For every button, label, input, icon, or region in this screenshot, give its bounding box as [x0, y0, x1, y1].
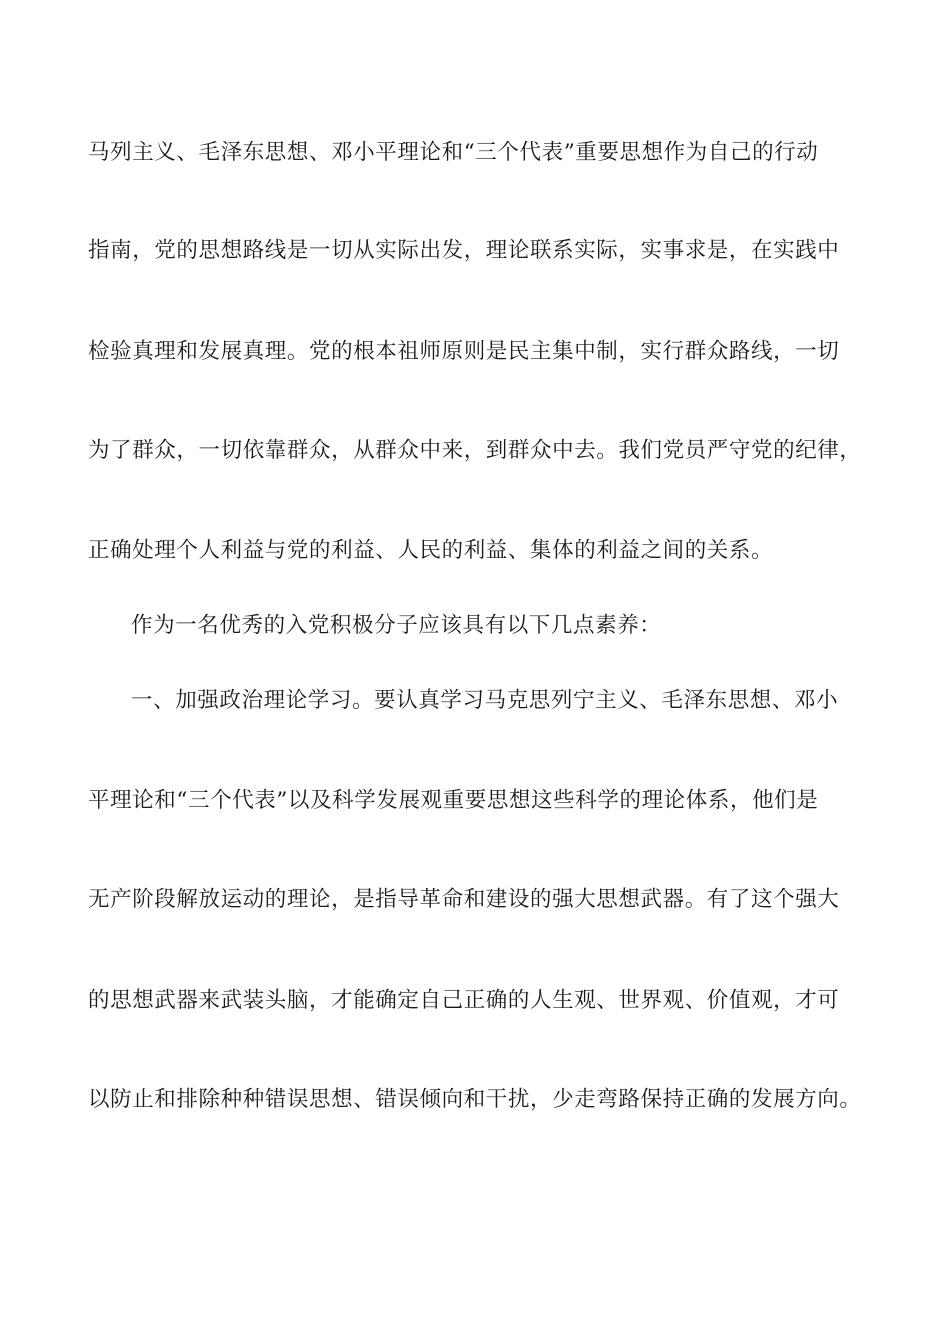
- text-line: 指南，党的思想路线是一切从实际出发，理论联系实际，实事求是，在实践中: [88, 238, 840, 263]
- text-line: 马列主义、毛泽东思想、邓小平理论和“三个代表”重要思想作为自己的行动: [88, 140, 819, 165]
- text-line: 检验真理和发展真理。党的根本祖师原则是民主集中制，实行群众路线，一切: [88, 339, 840, 364]
- text-line: 正确处理个人利益与党的利益、人民的利益、集体的利益之间的关系。: [88, 538, 774, 563]
- text-line: 为了群众，一切依靠群众，从群众中来，到群众中去。我们党员严守党的纪律，: [88, 438, 862, 463]
- text-line: 以防止和排除种种错误思想、错误倾向和干扰，少走弯路保持正确的发展方向。: [88, 1087, 862, 1112]
- text-line: 平理论和“三个代表”以及科学发展观重要思想这些科学的理论体系，他们是: [88, 788, 819, 813]
- text-line: 一、加强政治理论学习。要认真学习马克思列宁主义、毛泽东思想、邓小: [131, 688, 839, 713]
- text-line: 的思想武器来武装头脑，才能确定自己正确的人生观、世界观、价值观，才可: [88, 988, 840, 1013]
- paragraph-heading-line: 作为一名优秀的入党积极分子应该具有以下几点素养：: [131, 613, 662, 638]
- text-line: 无产阶段解放运动的理论，是指导革命和建设的强大思想武器。有了这个强大: [88, 887, 840, 912]
